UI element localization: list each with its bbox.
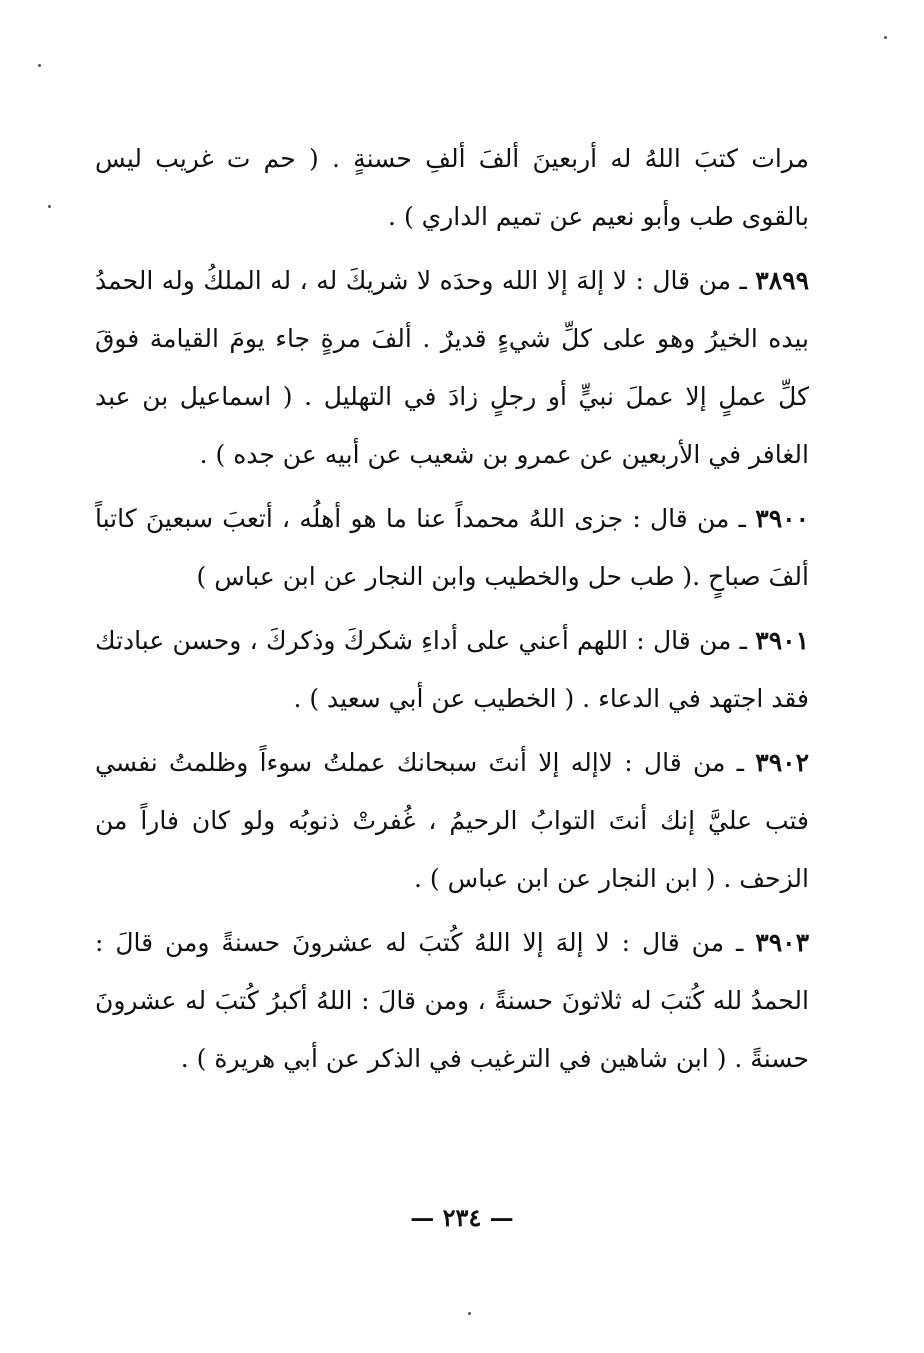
hadith-paragraph-3899: [95, 252, 809, 484]
hadith-paragraph-3903: [95, 914, 809, 1088]
scan-speck: [884, 36, 887, 39]
hadith-number: ٣٩٠٣: [755, 928, 809, 957]
hadith-number: ٣٩٠١: [755, 626, 809, 655]
scan-speck: [48, 205, 51, 208]
paragraph-text: ـ من قال : لا إلهَ إلا الله وحدَه لا شريكَ له ، له الملكُ وله الحمدُ بيده الخيرُ وهو على كلِّ شيءٍ قديرٌ . ألفَ مرةٍ جاء يومَ القيامة فوقَ كلِّ عملٍ إلا عملَ نبيٍّ أو رجلٍ زادَ في التهليل . ( اسماعيل بن عبد الغافر في الأربعين عن عمرو بن شعيب عن أبيه عن جده ) .: [95, 266, 809, 469]
hadith-paragraph-3901: [95, 612, 809, 728]
hadith-paragraph-3902: [95, 734, 809, 908]
paragraph-text: ـ من قال : جزى اللهُ محمداً عنا ما هو أهلُه ، أتعبَ سبعينَ كاتباً ألفَ صباحٍ .( طب حل والخطيب وابن النجار عن ابن عباس ): [95, 504, 809, 591]
hadith-number: ٣٨٩٩: [755, 266, 809, 295]
paragraph-text: ـ من قال : لاإله إلا أنتَ سبحانك عملتُ سوءاً وظلمتُ نفسي فتب عليَّ إنك أنتَ التوابُ الرحيمُ ، غُفرتْ ذنوبُه ولو كان فاراً من الزحف . ( ابن النجار عن ابن عباس ) .: [95, 748, 809, 893]
page-body: [95, 130, 809, 1094]
scan-speck: [38, 64, 41, 67]
hadith-paragraph-3900: [95, 490, 809, 606]
scan-speck: [468, 1312, 471, 1315]
page-number: — ٢٣٤ —: [410, 1203, 514, 1232]
hadith-number: ٣٩٠٠: [755, 504, 809, 533]
paragraph-text: ـ من قال : لا إلهَ إلا اللهُ كُتبَ له عشرونَ حسنةً ومن قالَ : الحمدُ لله كُتبَ له ثلاثونَ حسنةً ، ومن قالَ : اللهُ أكبرُ كُتبَ له عشرونَ حسنةً . ( ابن شاهين في الترغيب في الذكر عن أبي هريرة ) .: [95, 928, 809, 1073]
paragraph-continuation: [95, 130, 809, 246]
paragraph-text: مرات كتبَ اللهُ له أربعينَ ألفَ ألفِ حسنةٍ . ( حم ت غريب ليس بالقوى طب وأبو نعيم عن تميم الداري ) .: [95, 144, 809, 231]
paragraph-text: ـ من قال : اللهم أعني على أداءِ شكركَ وذكركَ ، وحسن عبادتك فقد اجتهد في الدعاء . ( الخطيب عن أبي سعيد ) .: [95, 626, 809, 713]
hadith-number: ٣٩٠٢: [755, 748, 809, 777]
